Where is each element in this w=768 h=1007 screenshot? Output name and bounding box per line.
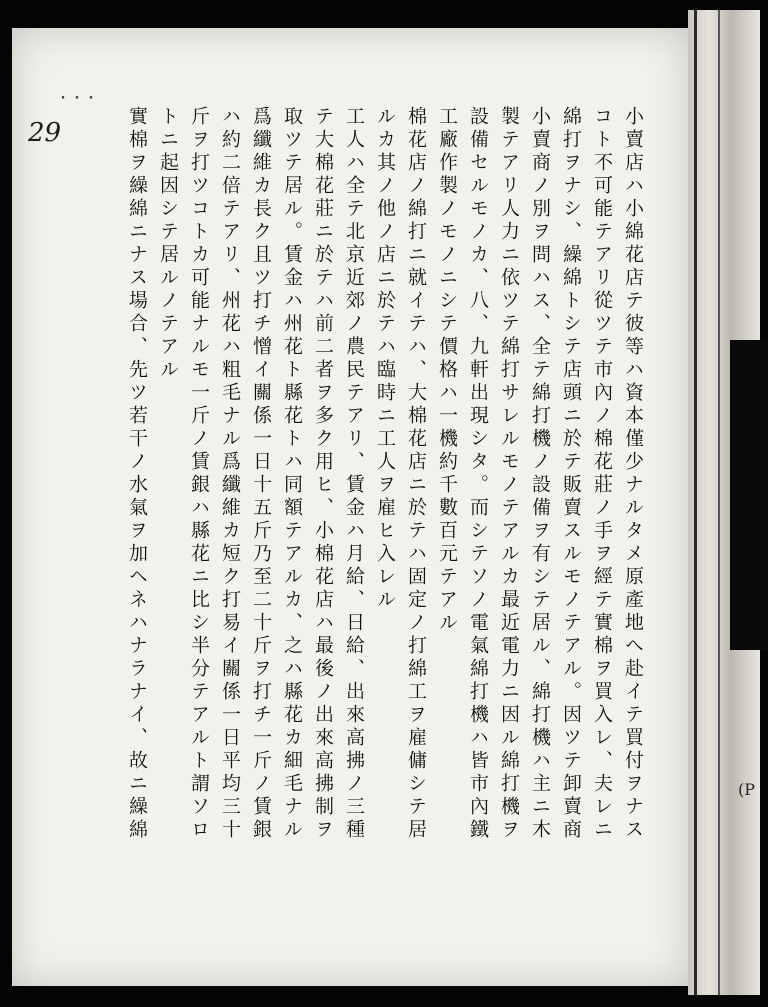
- text-line: トニ起因シテ居ルノテアル: [157, 106, 179, 382]
- text-line: 工廠作製ノモノニシテ價格ハ一機約千數百元テアル: [436, 106, 458, 635]
- top-mark: ・・・: [56, 91, 98, 107]
- text-line: 工人ハ全テ北京近郊ノ農民テアリ、賃金ハ月給、日給、出來高拂ノ三種: [343, 106, 365, 842]
- text-line: 取ツテ居ル。賃金ハ州花ト縣花トハ同額テアルカ、之ハ縣花カ細毛ナル: [281, 106, 303, 842]
- text-line: 棉花店ノ綿打ニ就イテハ、大棉花店ニ於テハ固定ノ打綿工ヲ雇傭シテ居: [405, 106, 427, 842]
- text-line: ハ約二倍テアリ、州花ハ粗毛ナル爲纖維カ短ク打易イ關係一日平均三十: [219, 106, 241, 842]
- text-line: テ大棉花莊ニ於テハ前二者ヲ多ク用ヒ、小棉花店ハ最後ノ出來高拂制ヲ: [312, 106, 334, 842]
- text-line: 小賣商ノ別ヲ問ハス、全テ綿打機ノ設備ヲ有シテ居ル、綿打機ハ主ニ木: [529, 106, 551, 842]
- text-line: 實棉ヲ繰綿ニナス場合、先ツ若干ノ水氣ヲ加ヘネハナラナイ、故ニ繰綿: [126, 106, 148, 842]
- text-line: 爲纖維カ長ク且ツ打チ憎イ關係一日十五斤乃至二十斤ヲ打チ一斤ノ賃銀: [250, 106, 272, 842]
- folio-number: 29: [28, 118, 62, 148]
- edge-mark: (P: [738, 780, 756, 799]
- text-line: 製テアリ人力ニ依ツテ綿打サレルモノテアルカ最近電力ニ因ル綿打機ヲ: [498, 106, 520, 842]
- text-line: ルカ其ノ他ノ店ニ於テハ臨時ニ工人ヲ雇ヒ入レル: [374, 106, 396, 612]
- text-line: コト不可能テアリ從ツテ市內ノ棉花莊ノ手ヲ經テ實棉ヲ買入レ、夫レニ: [591, 106, 613, 842]
- binding-edge-line: [718, 10, 720, 995]
- binding-edge-line: [694, 10, 697, 995]
- dark-margin-patch: [730, 340, 768, 650]
- text-line: 綿打ヲナシ、繰綿トシテ店頭ニ於テ販賣スルモノテアル。因ツテ卸賣商: [560, 106, 582, 842]
- text-line: 小賣店ハ小綿花店テ彼等ハ資本僅少ナルタメ原產地へ赴イテ買付ヲナス: [622, 106, 644, 842]
- vertical-text-body: [58, 106, 648, 946]
- text-line: 設備セルモノカ、八、九軒出現シタ。而シテソノ電氣綿打機ハ皆市內鐵: [467, 106, 489, 842]
- text-line: 斤ヲ打ツコトカ可能ナルモ一斤ノ賃銀ハ縣花ニ比シ半分テアルト謂ソロ: [188, 106, 210, 842]
